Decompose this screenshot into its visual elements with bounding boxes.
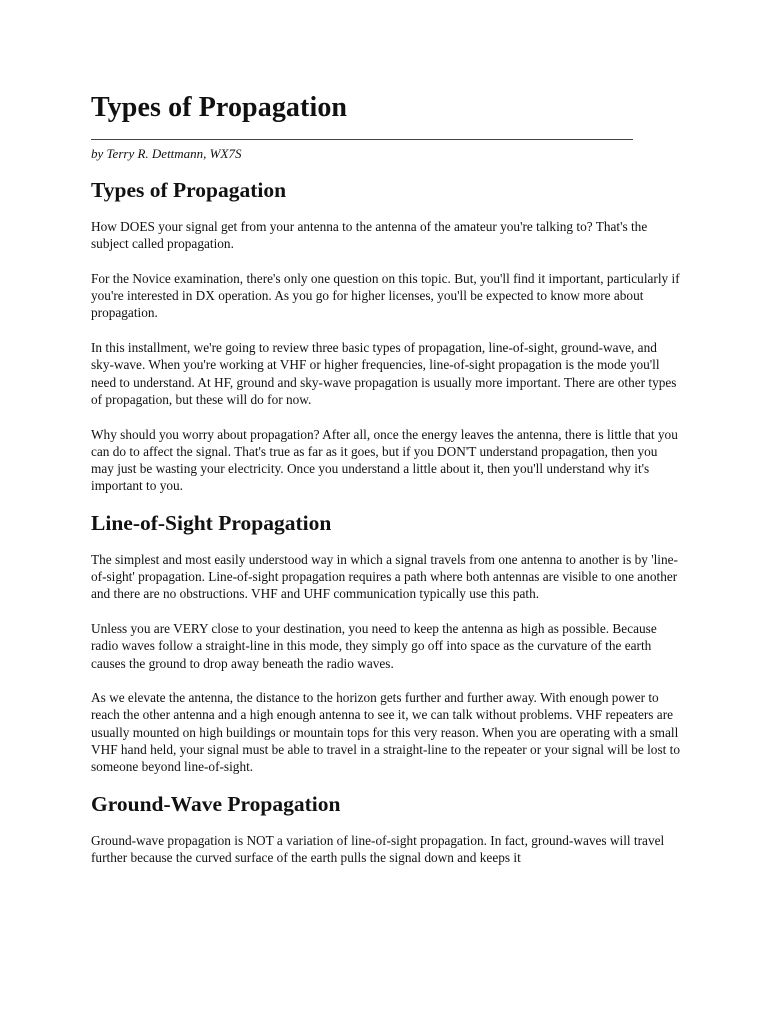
paragraph: Unless you are VERY close to your destination, you need to keep the antenna as high as possible. Because radio waves follow a straight-line in this mode, they simply go off into space as the curvature of the earth causes the ground to drop away beneath the radio waves. xyxy=(91,620,657,671)
section-heading-line-of-sight: Line-of-Sight Propagation xyxy=(91,510,332,535)
byline: by Terry R. Dettmann, WX7S xyxy=(91,146,242,161)
paragraph: For the Novice examination, there's only one question on this topic. But, you'll find it important, particularly if you're interested in DX operation. As you go for higher licenses, you'll be expected to know more about propagation. xyxy=(91,270,680,321)
title-divider xyxy=(91,139,633,140)
document-page xyxy=(91,88,681,866)
document-title: Types of Propagation xyxy=(91,92,348,123)
section-heading-ground-wave: Ground-Wave Propagation xyxy=(91,791,341,816)
paragraph: In this installment, we're going to review three basic types of propagation, line-of-sight, ground-wave, and sky-wave. When you're working at VHF or higher frequencies, line-of-sight propagation is the mode you'll need to understand. At HF, ground and sky-wave propagation is usually more important. There are other types of propagation, but these will do for now. xyxy=(91,340,677,407)
paragraph: Why should you worry about propagation? After all, once the energy leaves the antenna, there is little that you can do to affect the signal. That's true as far as it goes, but if you DON'T understand propagation, then you may just be wasting your electricity. Once you understand a little about it, then you'll understand why it's important to you. xyxy=(91,426,678,494)
section-heading-types-of-propagation: Types of Propagation xyxy=(91,178,287,202)
paragraph: The simplest and most easily understood way in which a signal travels from one antenna to another is by 'line-of-sight' propagation. Line-of-sight propagation requires a path where both antennas are visible to one another and there are no obstructions. VHF and UHF communication typically use this path. xyxy=(91,551,678,602)
paragraph: As we elevate the antenna, the distance to the horizon gets further and further away. With enough power to reach the other antenna and a high enough antenna to see it, we can talk without problems. VHF repeaters are usually mounted on high buildings or mountain tops for this very reason. When you are operating with a small VHF hand held, your signal must be able to travel in a straight-line to the repeater or your signal will be lost to someone beyond line-of-sight. xyxy=(91,690,680,775)
paragraph: How DOES your signal get from your antenna to the antenna of the amateur you're talking to? That's the subject called propagation. xyxy=(91,219,648,252)
paragraph: Ground-wave propagation is NOT a variation of line-of-sight propagation. In fact, ground-waves will travel further because the curved surface of the earth pulls the signal down and keeps it xyxy=(91,832,665,865)
